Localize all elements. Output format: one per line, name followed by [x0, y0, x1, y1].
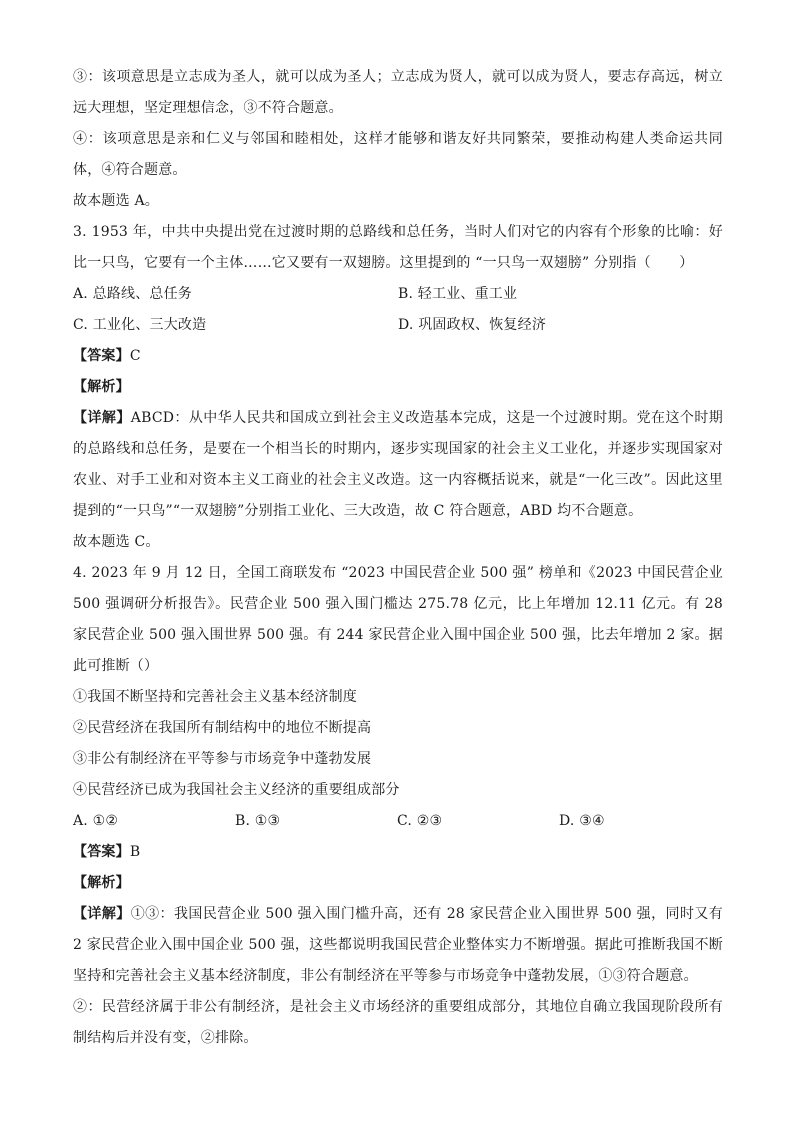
statement-4: ④民营经济已成为我国社会主义经济的重要组成部分 [73, 782, 400, 798]
question-4-analysis-heading [73, 868, 723, 899]
document-body [73, 62, 723, 1054]
analysis-tag: 【解析】 [73, 379, 130, 395]
question-3-stem: 3. 1953 年，中共中央提出党在过渡时期的总路线和总任务，当时人们对它的内容有个形象的比喻：好比一只鸟，它要有一个主体……它又要有一双翅膀。这里提到的 “一只鸟一双翅膀” 分别指（ ） [73, 224, 723, 271]
option-a: A. 总路线、总任务 [73, 286, 193, 302]
option-d: D. 巩固政权、恢复经济 [398, 317, 547, 333]
question-4-stem: 4. 2023 年 9 月 12 日，全国工商联发布 “2023 中国民营企业 500 强” 榜单和《2023 中国民营企业 500 强调研分析报告》。民营企业 500 强入围门槛达 275.78 亿元，比上年增加 12.11 亿元。有 28 家民营企业 500 强入围世界 500 强。有 244 家民营企业入围中国企业 500 强，比去年增加 2 家。据此可推断（） [73, 565, 723, 674]
statement-3: ③非公有制经济在平等参与市场竞争中蓬勃发展 [73, 751, 372, 767]
question-3-analysis-heading [73, 372, 723, 403]
option-b: B. 轻工业、重工业 [398, 286, 518, 302]
option-c: C. 工业化、三大改造 [73, 317, 207, 333]
analysis-item-4: ④：该项意思是亲和仁义与邻国和睦相处，这样才能够和谐友好共同繁荣，要推动构建人类命运共同体，④符合题意。 [73, 131, 723, 178]
analysis-conclusion: 故本题选 A。 [73, 193, 159, 209]
detail-text: ABCD：从中华人民共和国成立到社会主义改造基本完成，这是一个过渡时期。党在这个时期的总路线和总任务，是要在一个相当长的时期内，逐步实现国家的社会主义工业化，并逐步实现国家对农业、对手工业和对资本主义工商业的社会主义改造。这一内容概括说来，就是“一化三改”。因此这里提到的“一只鸟”“一双翅膀”分别指工业化、三大改造，故 C 符合题意，ABD 均不合题意。 [73, 410, 723, 519]
analysis-item-3: ③：该项意思是立志成为圣人，就可以成为圣人；立志成为贤人，就可以成为贤人，要志存高远，树立远大理想，坚定理想信念，③不符合题意。 [73, 69, 723, 116]
answer-tag: 【答案】 [73, 844, 130, 860]
answer-value: B [129, 844, 141, 860]
detail-tag: 【详解】 [73, 906, 131, 922]
answer-value: C [129, 348, 141, 364]
question-3-detail [73, 403, 723, 527]
statement-2: ②民营经济在我国所有制结构中的地位不断提高 [73, 720, 372, 736]
detail-text: ①③：我国民营企业 500 强入围门槛升高，还有 28 家民营企业入围世界 500 强，同时又有 2 家民营企业入围中国企业 500 强，这些都说明我国民营企业整体实力不断增强。据此可推断我国不断坚持和完善社会主义基本经济制度，非公有制经济在平等参与市场竞争中蓬勃发展，①③符合题意。 [73, 906, 723, 984]
question-3-options [73, 279, 723, 341]
question-4-detail [73, 899, 723, 992]
question-3-answer [73, 341, 723, 372]
question-4-detail-2: ②：民营经济属于非公有制经济，是社会主义市场经济的重要组成部分，其地位自确立我国现阶段所有制结构后并没有变，②排除。 [73, 999, 723, 1046]
option-b: B. ①③ [235, 813, 281, 829]
analysis-tag: 【解析】 [73, 875, 130, 891]
option-c: C. ②③ [397, 813, 443, 829]
answer-tag: 【答案】 [73, 348, 130, 364]
question-3-conclusion: 故本题选 C。 [73, 534, 160, 550]
detail-tag: 【详解】 [73, 410, 131, 426]
option-d: D. ③④ [559, 813, 605, 829]
statement-1: ①我国不断坚持和完善社会主义基本经济制度 [73, 689, 357, 705]
question-4-options [73, 806, 723, 837]
question-4-answer [73, 837, 723, 868]
option-a: A. ①② [73, 813, 119, 829]
